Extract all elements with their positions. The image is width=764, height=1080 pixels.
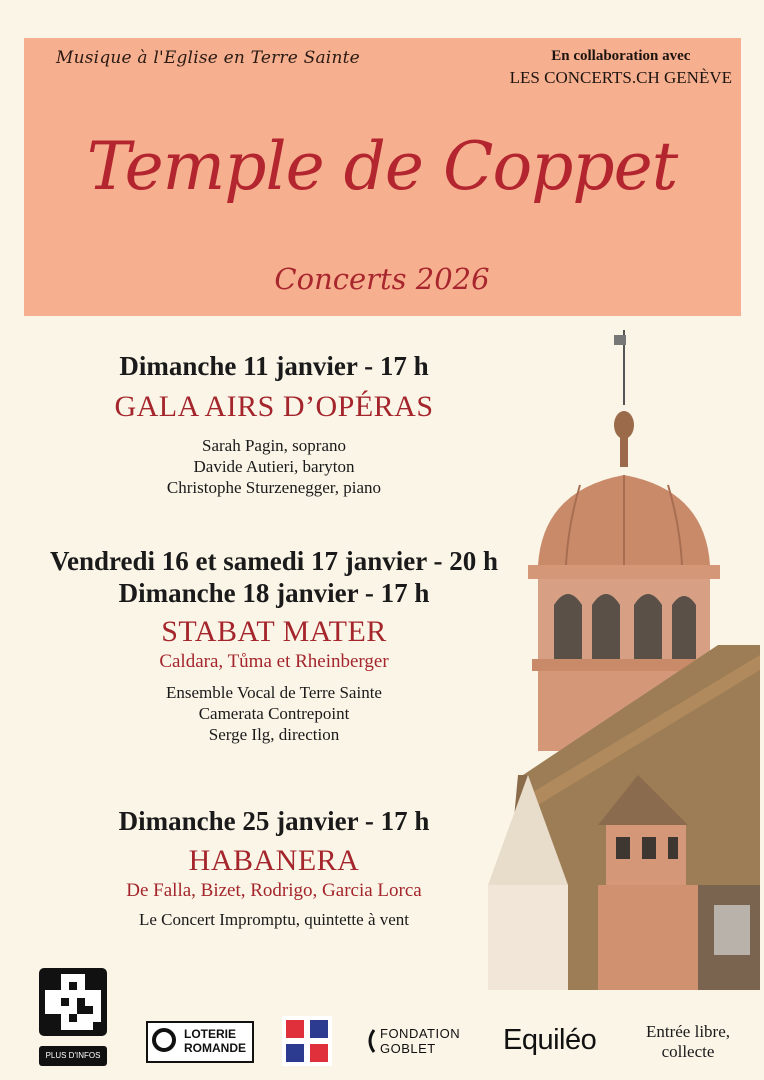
performer: Camerata Contrepoint bbox=[198, 704, 350, 723]
fondation-goblet-logo: FONDATION GOBLET bbox=[366, 1026, 478, 1058]
equileo-logo: Equiléo bbox=[503, 1024, 597, 1056]
concert-date: Dimanche 11 janvier - 17 h bbox=[119, 351, 429, 381]
performer: Serge Ilg, direction bbox=[208, 725, 340, 744]
loterie-romande-logo: LOTERIE ROMANDE bbox=[146, 1021, 254, 1063]
concert-date: Dimanche 18 janvier - 17 h bbox=[118, 578, 430, 608]
concert-date: Dimanche 25 janvier - 17 h bbox=[118, 806, 430, 836]
concert-3 bbox=[0, 805, 548, 930]
qr-code-icon[interactable] bbox=[39, 968, 107, 1036]
concert-composers: Caldara, Tůma et Rheinberger bbox=[159, 651, 389, 672]
concert-title: HABANERA bbox=[188, 844, 360, 877]
collab-line-2: LES CONCERTS.CH GENÈVE bbox=[509, 68, 732, 87]
organizer-logo: Musique à l'Eglise en Terre Sainte bbox=[56, 48, 360, 68]
concert-2 bbox=[0, 545, 548, 745]
collaboration-note bbox=[510, 46, 732, 88]
performer: Christophe Sturzenegger, piano bbox=[166, 478, 382, 497]
church-tower-illustration bbox=[488, 325, 760, 990]
page-title: Temple de Coppet bbox=[86, 128, 678, 205]
more-info-label[interactable]: PLUS D'INFOS bbox=[39, 1046, 107, 1066]
concert-title: GALA AIRS D’OPÉRAS bbox=[114, 390, 434, 423]
concert-1 bbox=[0, 350, 548, 498]
page-subtitle: Concerts 2026 bbox=[274, 262, 490, 296]
performer: Le Concert Impromptu, quintette à vent bbox=[138, 910, 410, 929]
performer: Sarah Pagin, soprano bbox=[201, 436, 346, 455]
performer: Ensemble Vocal de Terre Sainte bbox=[166, 683, 382, 702]
concert-composers: De Falla, Bizet, Rodrigo, Garcia Lorca bbox=[126, 880, 422, 901]
terre-sainte-logo bbox=[282, 1016, 332, 1066]
entry-note: Entrée libre, collecte bbox=[645, 1022, 730, 1061]
performer: Davide Autieri, baryton bbox=[193, 457, 355, 476]
concert-title: STABAT MATER bbox=[161, 615, 387, 648]
concert-date: Vendredi 16 et samedi 17 janvier - 20 h bbox=[49, 546, 498, 576]
collab-line-1: En collaboration avec bbox=[551, 48, 691, 64]
